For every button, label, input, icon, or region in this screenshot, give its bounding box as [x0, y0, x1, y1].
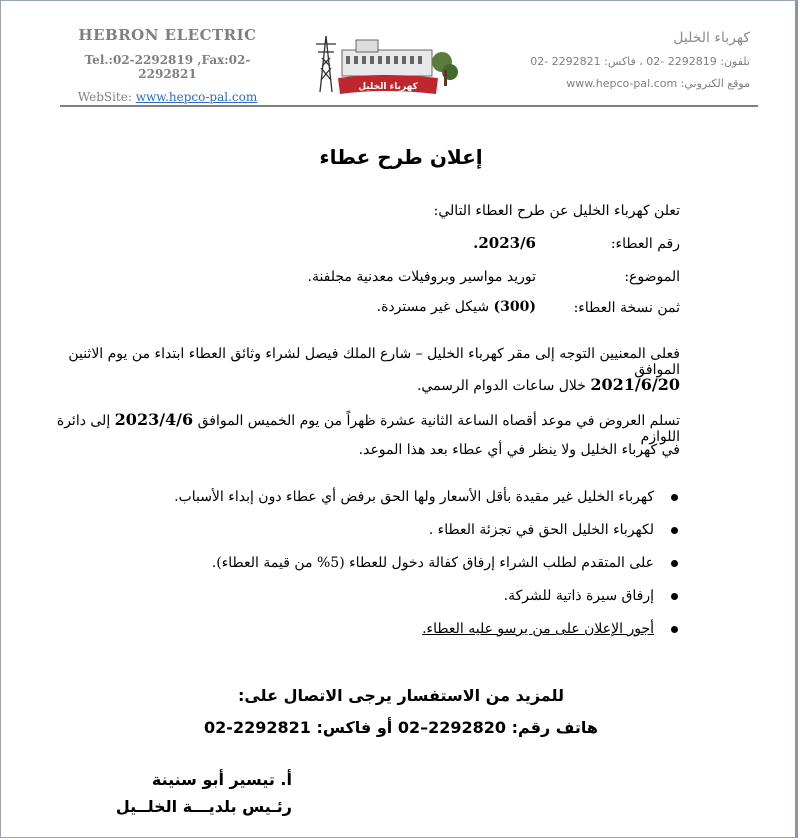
- paragraph-1-line-1: فعلى المعنيين التوجه إلى مقر كهرباء الخليل – شارع الملك فيصل لشراء وثائق العطاء ابتداء من يوم الاثنين الموافق: [68, 346, 680, 378]
- phone-fax-en: Tel.:02-2292819 ,Fax:02-2292821: [84, 53, 251, 81]
- website-en: [60, 90, 275, 104]
- list-item: [94, 555, 654, 588]
- submission-date: 2023/4/6: [114, 410, 194, 429]
- list-item-text: على المتقدم لطلب الشراء إرفاق كفالة دخول للعطاء (5% من قيمة العطاء).: [211, 555, 654, 571]
- contact-heading: للمزيد من الاستفسار يرجى الاتصال على:: [237, 686, 565, 705]
- list-item-text: إرفاق سيرة ذاتية للشركة.: [503, 588, 654, 604]
- logo-banner-text: كهرباء الخليل: [358, 82, 418, 92]
- header-left: [60, 26, 275, 104]
- header-divider: [60, 105, 758, 107]
- bullet-icon: [671, 560, 678, 567]
- price-label: [574, 300, 680, 316]
- bullet-icon: [671, 626, 678, 633]
- paragraph-1-line-2: [417, 375, 680, 394]
- price-label-text: ثمن نسخة العطاء:: [573, 300, 680, 316]
- paragraph-2-end: إلى دائرة اللوازم: [56, 413, 680, 445]
- list-item: [94, 621, 654, 654]
- signatory-name: أ. تيسير أبو سنينة: [151, 770, 292, 789]
- list-item: [94, 588, 654, 621]
- price-number: (300): [493, 299, 536, 315]
- tender-number-label: رقم العطاء:: [610, 236, 680, 252]
- paragraph-2-start: تسلم العروض في موعد أقصاه الساعة الثانية عشرة ظهراً من يوم الخميس الموافق: [193, 413, 680, 429]
- paragraph-1-rest: خلال ساعات الدوام الرسمي.: [416, 378, 591, 394]
- website-ar: موقع الكتروني: www.hepco-pal.com: [566, 77, 750, 90]
- list-item-text: كهرباء الخليل غير مقيدة بأقل الأسعار ولها الحق برفض أي عطاء دون إبداء الأسباب.: [174, 489, 654, 505]
- bullet-icon: [671, 494, 678, 501]
- list-item: [94, 489, 654, 522]
- paragraph-2-line-1: [40, 410, 680, 445]
- signatory-title: رئـيس بلديـــة الخلــيل: [115, 797, 292, 816]
- subject-value: توريد مواسير وبروفيلات معدنية مجلفنة.: [307, 269, 536, 285]
- conditions-list: [94, 489, 654, 654]
- purchase-start-date: 2021/6/20: [590, 375, 680, 394]
- company-name-en: HEBRON ELECTRIC: [78, 26, 257, 44]
- paragraph-2-line-2: في كهرباء الخليل ولا ينظر في أي عطاء بعد هذا الموعد.: [358, 442, 680, 458]
- website-link[interactable]: www.hepco-pal.com: [135, 90, 258, 104]
- header-right: [490, 30, 750, 90]
- list-item-text: لكهرباء الخليل الحق في تجزئة العطاء .: [428, 522, 654, 538]
- phone-fax-ar: تلفون: 2292819 -02 ، فاكس: 2292821 -02: [530, 55, 750, 68]
- bullet-icon: [671, 593, 678, 600]
- company-logo: [312, 28, 462, 108]
- price-value: [377, 299, 536, 315]
- list-item: [94, 522, 654, 555]
- intro-text: تعلن كهرباء الخليل عن طرح العطاء التالي:: [433, 203, 680, 219]
- page-title: إعلان طرح عطاء: [319, 145, 483, 169]
- website-label-en: WebSite:: [77, 90, 136, 104]
- bullet-icon: [671, 527, 678, 534]
- list-item-text: أجور الإعلان على من يرسو عليه العطاء.: [422, 621, 654, 637]
- tender-number-value: 2023/6.: [473, 234, 536, 252]
- contact-numbers: هاتف رقم: 2292820–02 أو فاكس: 2292821-02: [204, 718, 598, 737]
- price-text: شيكل غير مستردة.: [376, 299, 494, 315]
- company-name-ar: كهرباء الخليل: [673, 30, 750, 46]
- subject-label: الموضوع:: [624, 269, 680, 285]
